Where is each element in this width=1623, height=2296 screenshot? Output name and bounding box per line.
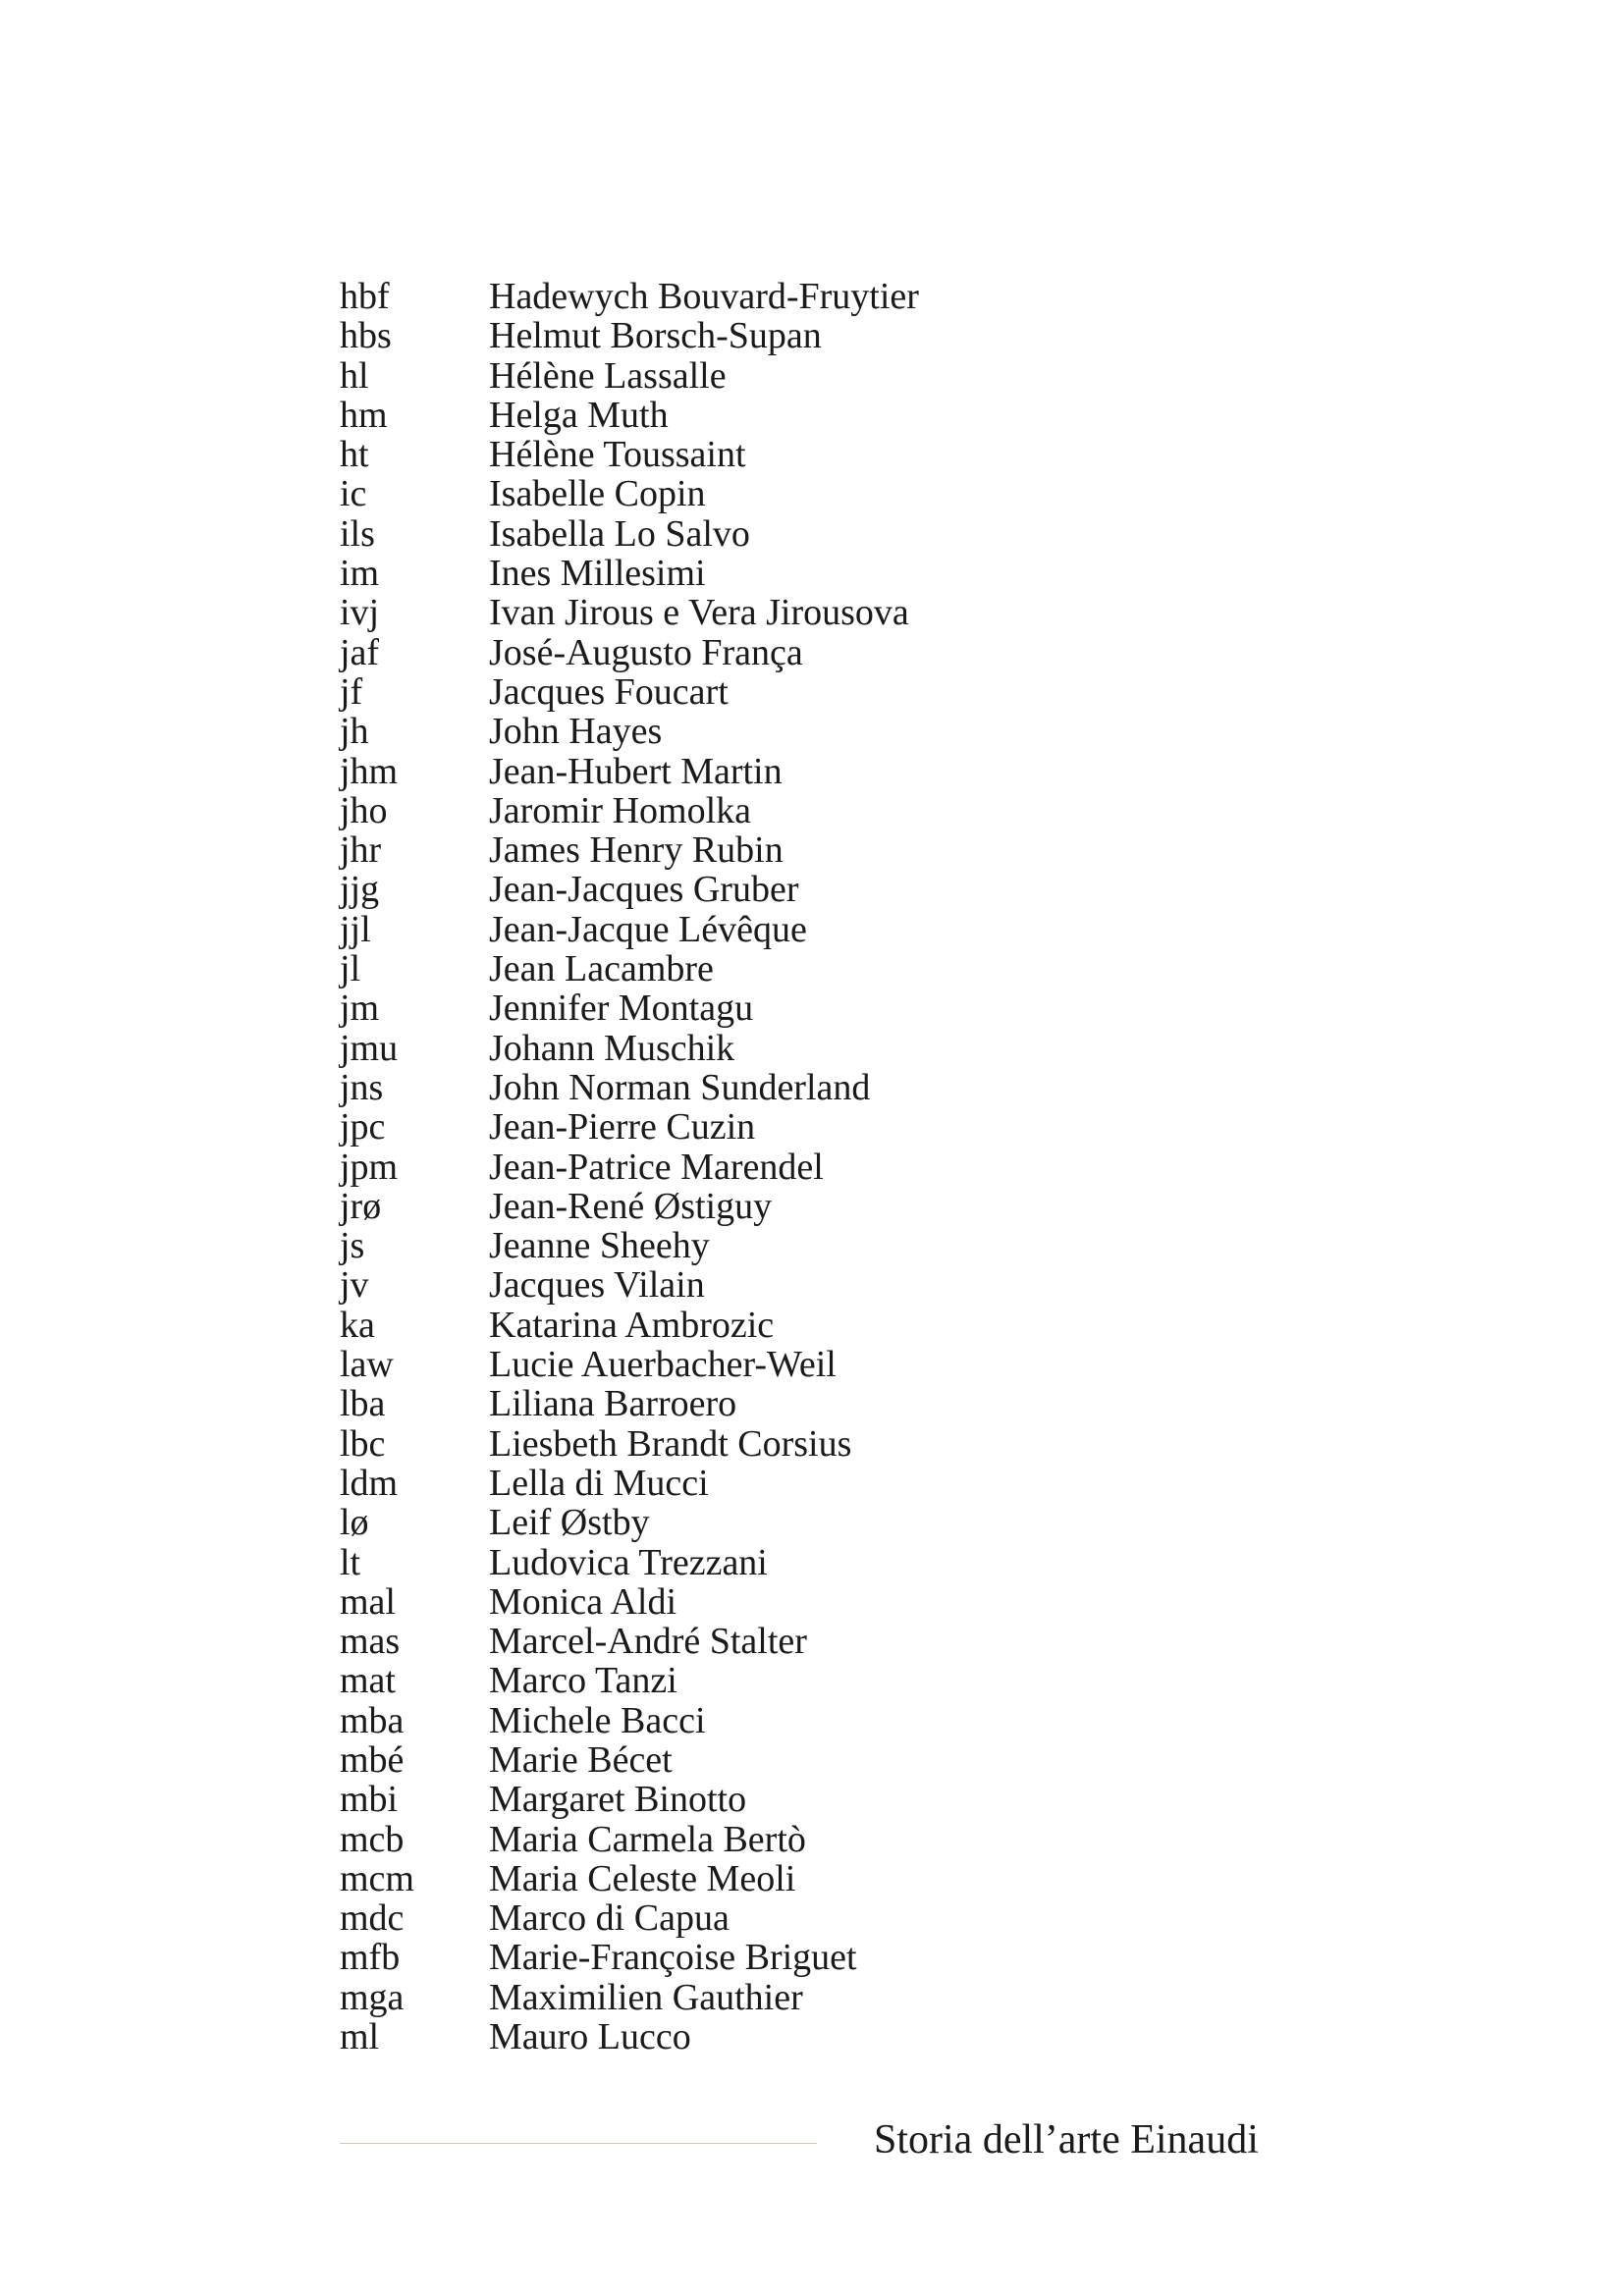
contributor-name: Marie-Françoise Briguet <box>489 1937 857 1979</box>
contributor-name: Monica Aldi <box>489 1580 677 1623</box>
contributor-abbreviation: ml <box>340 2016 380 2058</box>
contributor-abbreviation: mbi <box>340 1779 399 1821</box>
contributor-abbreviation: jm <box>340 988 380 1030</box>
list-item <box>340 474 1322 513</box>
contributor-name: Isabelle Copin <box>489 473 706 515</box>
footer-rule <box>340 2143 817 2144</box>
contributor-name: Ludovica Trezzani <box>489 1541 768 1583</box>
footer-title: Storia dell’arte Einaudi <box>874 2117 1259 2163</box>
contributor-abbreviation: jh <box>340 711 369 753</box>
list-item <box>340 1661 1322 1700</box>
contributor-abbreviation: jrø <box>340 1185 382 1227</box>
list-item <box>340 2017 1322 2056</box>
contributor-abbreviation: hm <box>340 394 388 436</box>
contributor-name: Maximilien Gauthier <box>489 1976 803 2018</box>
contributor-name: Liesbeth Brandt Corsius <box>489 1422 852 1465</box>
contributor-abbreviation: jf <box>340 670 363 713</box>
list-item <box>340 791 1322 830</box>
contributor-abbreviation: lø <box>340 1502 369 1544</box>
list-item <box>340 1306 1322 1345</box>
contributor-name: Jeanne Sheehy <box>489 1225 710 1267</box>
contributor-name: Maria Celeste Meoli <box>489 1857 796 1899</box>
list-item <box>340 1978 1322 2017</box>
contributor-abbreviation: mcb <box>340 1818 405 1860</box>
contributor-abbreviation: mga <box>340 1976 405 2018</box>
list-item <box>340 1187 1322 1226</box>
contributor-abbreviation: im <box>340 553 380 595</box>
contributor-abbreviation: jmu <box>340 1027 399 1069</box>
list-item <box>340 1780 1322 1819</box>
contributor-name: Jaromir Homolka <box>489 789 752 831</box>
list-item <box>340 1898 1322 1938</box>
contributor-list <box>340 277 1322 2056</box>
list-item <box>340 396 1322 435</box>
contributor-name: Ivan Jirous e Vera Jirousova <box>489 592 909 634</box>
list-item <box>340 1543 1322 1582</box>
contributor-abbreviation: mba <box>340 1699 405 1741</box>
list-item <box>340 277 1322 316</box>
list-item <box>340 1226 1322 1265</box>
list-item <box>340 1345 1322 1384</box>
contributor-abbreviation: ic <box>340 473 367 515</box>
contributor-abbreviation: jl <box>340 948 361 990</box>
contributor-name: Marco di Capua <box>489 1897 730 1940</box>
list-item <box>340 712 1322 751</box>
contributor-name: Marco Tanzi <box>489 1660 677 1702</box>
contributor-name: Mauro Lucco <box>489 2016 691 2058</box>
list-item <box>340 1384 1322 1423</box>
contributor-name: Hélène Toussaint <box>489 434 746 476</box>
list-item <box>340 1859 1322 1898</box>
contributor-name: Jean-Pierre Cuzin <box>489 1106 756 1148</box>
contributor-name: Ines Millesimi <box>489 553 706 595</box>
contributor-abbreviation: lba <box>340 1383 386 1425</box>
contributor-abbreviation: jv <box>340 1264 369 1307</box>
contributor-name: Helmut Borsch-Supan <box>489 315 822 357</box>
contributor-abbreviation: law <box>340 1344 394 1386</box>
contributor-abbreviation: mdc <box>340 1897 405 1940</box>
contributor-abbreviation: hl <box>340 354 369 397</box>
list-item <box>340 752 1322 791</box>
contributor-name: Jennifer Montagu <box>489 988 754 1030</box>
contributor-abbreviation: ivj <box>340 592 380 634</box>
contributor-abbreviation: mbé <box>340 1738 405 1781</box>
contributor-name: Marcel-André Stalter <box>489 1621 807 1663</box>
list-item <box>340 1148 1322 1187</box>
contributor-name: Isabella Lo Salvo <box>489 512 750 555</box>
contributor-name: James Henry Rubin <box>489 829 784 872</box>
contributor-name: John Hayes <box>489 711 663 753</box>
contributor-name: Jean-Hubert Martin <box>489 750 783 792</box>
contributor-abbreviation: jjl <box>340 908 371 950</box>
contributor-abbreviation: ils <box>340 512 375 555</box>
contributor-abbreviation: hbs <box>340 315 392 357</box>
list-item <box>340 1740 1322 1780</box>
contributor-abbreviation: lbc <box>340 1422 386 1465</box>
contributor-abbreviation: jhm <box>340 750 399 792</box>
contributor-abbreviation: mal <box>340 1580 396 1623</box>
list-item <box>340 830 1322 870</box>
list-item <box>340 1820 1322 1859</box>
list-item <box>340 514 1322 554</box>
contributor-name: Jean-Patrice Marendel <box>489 1146 824 1188</box>
contributor-abbreviation: hbf <box>340 276 390 317</box>
contributor-name: Lucie Auerbacher-Weil <box>489 1344 837 1386</box>
contributor-abbreviation: js <box>340 1225 365 1267</box>
contributor-abbreviation: jaf <box>340 631 380 673</box>
contributor-abbreviation: ldm <box>340 1462 399 1504</box>
contributor-name: Lella di Mucci <box>489 1462 709 1504</box>
contributor-abbreviation: jns <box>340 1066 384 1108</box>
contributor-name: Jean Lacambre <box>489 948 714 990</box>
list-item <box>340 435 1322 474</box>
contributor-name: Marie Bécet <box>489 1738 673 1781</box>
contributor-abbreviation: jhr <box>340 829 382 872</box>
list-item <box>340 988 1322 1028</box>
contributor-name: Jean-René Østiguy <box>489 1185 773 1227</box>
contributor-abbreviation: jjg <box>340 869 380 911</box>
contributor-name: Jacques Foucart <box>489 670 729 713</box>
contributor-name: Jean-Jacques Gruber <box>489 869 799 911</box>
contributor-name: Margaret Binotto <box>489 1779 747 1821</box>
list-item <box>340 1938 1322 1977</box>
list-item <box>340 356 1322 396</box>
contributor-abbreviation: mat <box>340 1660 396 1702</box>
list-item <box>340 1582 1322 1622</box>
list-item <box>340 910 1322 949</box>
list-item <box>340 554 1322 593</box>
list-item <box>340 316 1322 355</box>
list-item <box>340 870 1322 909</box>
contributor-name: Katarina Ambrozic <box>489 1304 775 1346</box>
contributor-name: Helga Muth <box>489 394 669 436</box>
contributor-name: Johann Muschik <box>489 1027 735 1069</box>
list-item <box>340 1029 1322 1068</box>
contributor-abbreviation: lt <box>340 1541 361 1583</box>
contributor-abbreviation: jpc <box>340 1106 386 1148</box>
list-item <box>340 1503 1322 1542</box>
contributor-name: Hadewych Bouvard-Fruytier <box>489 276 919 317</box>
contributor-abbreviation: jpm <box>340 1146 399 1188</box>
contributor-abbreviation: mfb <box>340 1937 401 1979</box>
contributor-name: Maria Carmela Bertò <box>489 1818 806 1860</box>
list-item <box>340 633 1322 672</box>
contributor-abbreviation: ht <box>340 434 369 476</box>
contributor-name: John Norman Sunderland <box>489 1066 871 1108</box>
contributor-name: Michele Bacci <box>489 1699 706 1741</box>
list-item <box>340 1424 1322 1464</box>
list-item <box>340 593 1322 632</box>
list-item <box>340 1107 1322 1147</box>
contributor-name: Hélène Lassalle <box>489 354 727 397</box>
list-item <box>340 949 1322 988</box>
contributor-name: Jacques Vilain <box>489 1264 705 1307</box>
contributor-abbreviation: jho <box>340 789 388 831</box>
list-item <box>340 672 1322 712</box>
list-item <box>340 1622 1322 1661</box>
contributor-name: Leif Østby <box>489 1502 650 1544</box>
contributor-name: Liliana Barroero <box>489 1383 737 1425</box>
list-item <box>340 1701 1322 1740</box>
list-item <box>340 1464 1322 1503</box>
list-item <box>340 1068 1322 1107</box>
contributor-name: José-Augusto França <box>489 631 803 673</box>
contributor-abbreviation: mcm <box>340 1857 414 1899</box>
contributor-abbreviation: ka <box>340 1304 375 1346</box>
contributor-name: Jean-Jacque Lévêque <box>489 908 807 950</box>
list-item <box>340 1265 1322 1305</box>
contributor-abbreviation: mas <box>340 1621 401 1663</box>
